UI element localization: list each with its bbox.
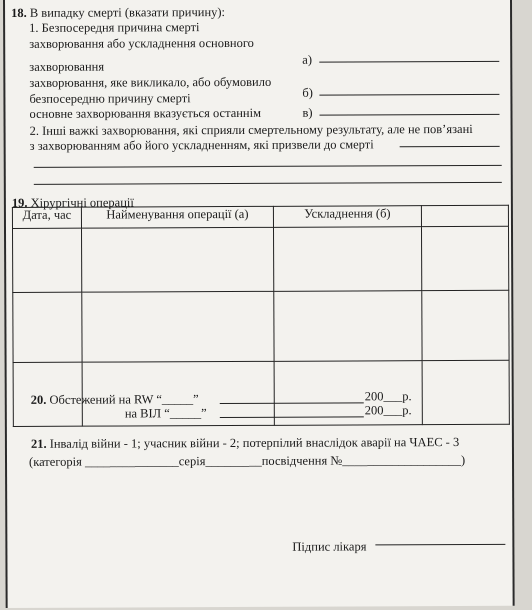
surgery-table-header: [12, 205, 508, 228]
col-extra: [421, 205, 508, 226]
hiv-year: 200___р.: [364, 403, 412, 418]
table-cell[interactable]: [421, 226, 508, 290]
doctor-signature-field[interactable]: [375, 544, 505, 546]
other-diseases-field-2[interactable]: [34, 165, 502, 168]
section-21-line2: (категорія _______________серія_________посвідчення №___________________): [28, 452, 466, 469]
s18-line2: захворювання або ускладнення основного: [29, 35, 254, 51]
s18-line5: безпосередню причину смерті: [29, 91, 191, 106]
rw-year: 200___р.: [364, 389, 412, 404]
table-cell[interactable]: [422, 290, 509, 360]
table-cell[interactable]: [273, 227, 421, 292]
cause-a-label: а): [302, 52, 313, 67]
s18-line4: захворювання, яке викликало, або обумовило: [29, 74, 272, 90]
table-row: [12, 226, 508, 292]
col-complications: Ускладнення (б): [273, 206, 421, 228]
hiv-label: на ВІЛ “_____”: [124, 406, 207, 421]
section-19-heading: Хірургічні операції: [30, 195, 134, 210]
section-19-number: 19.: [11, 195, 28, 210]
other-diseases-field-1[interactable]: [400, 146, 500, 147]
table-cell[interactable]: [12, 228, 81, 292]
s18-line8: з захворюванням або його ускладненням, які призвели до смерті: [29, 137, 374, 153]
section-20-number: 20.: [30, 392, 47, 407]
s18-line7: 2. Інші важкі захворювання, які сприяли смертельному результату, але не пов’язані: [29, 121, 473, 138]
s18-line3: захворювання: [29, 59, 105, 74]
cause-c-label: в): [302, 105, 313, 120]
cause-b-label: б): [302, 85, 313, 100]
table-row: [13, 290, 509, 362]
col-operation-name: Найменування операції (а): [81, 206, 273, 228]
cause-a-field[interactable]: [319, 61, 499, 63]
s18-line1: 1. Безпосередня причина смерті: [29, 20, 200, 35]
table-cell[interactable]: [422, 360, 509, 424]
rw-test-row: [31, 392, 199, 407]
certificate-page: [3, 0, 515, 608]
table-cell[interactable]: [274, 291, 422, 362]
rw-label: Обстежений на RW “_____”: [49, 392, 199, 407]
table-cell[interactable]: [13, 292, 82, 362]
section-18-title: [11, 5, 225, 20]
col-date-time: Дата, час: [12, 207, 81, 228]
section-21-text: Інвалід війни - 1; учасник війни - 2; потерпілий внаслідок аварії на ЧАЕС - 3: [49, 435, 460, 451]
section-18-heading: В випадку смерті (вказати причину):: [29, 5, 226, 20]
table-cell[interactable]: [82, 291, 274, 362]
cause-b-field[interactable]: [319, 94, 499, 96]
cause-c-field[interactable]: [320, 114, 500, 116]
s18-line6: основне захворювання вказується останнім: [29, 105, 262, 121]
other-diseases-field-3[interactable]: [34, 182, 502, 185]
section-21-line1: [31, 435, 459, 451]
table-cell[interactable]: [81, 227, 273, 292]
doctor-signature-label: Підпис лікаря: [292, 539, 367, 554]
section-18-number: 18.: [11, 5, 27, 20]
section-21-number: 21.: [30, 436, 47, 451]
